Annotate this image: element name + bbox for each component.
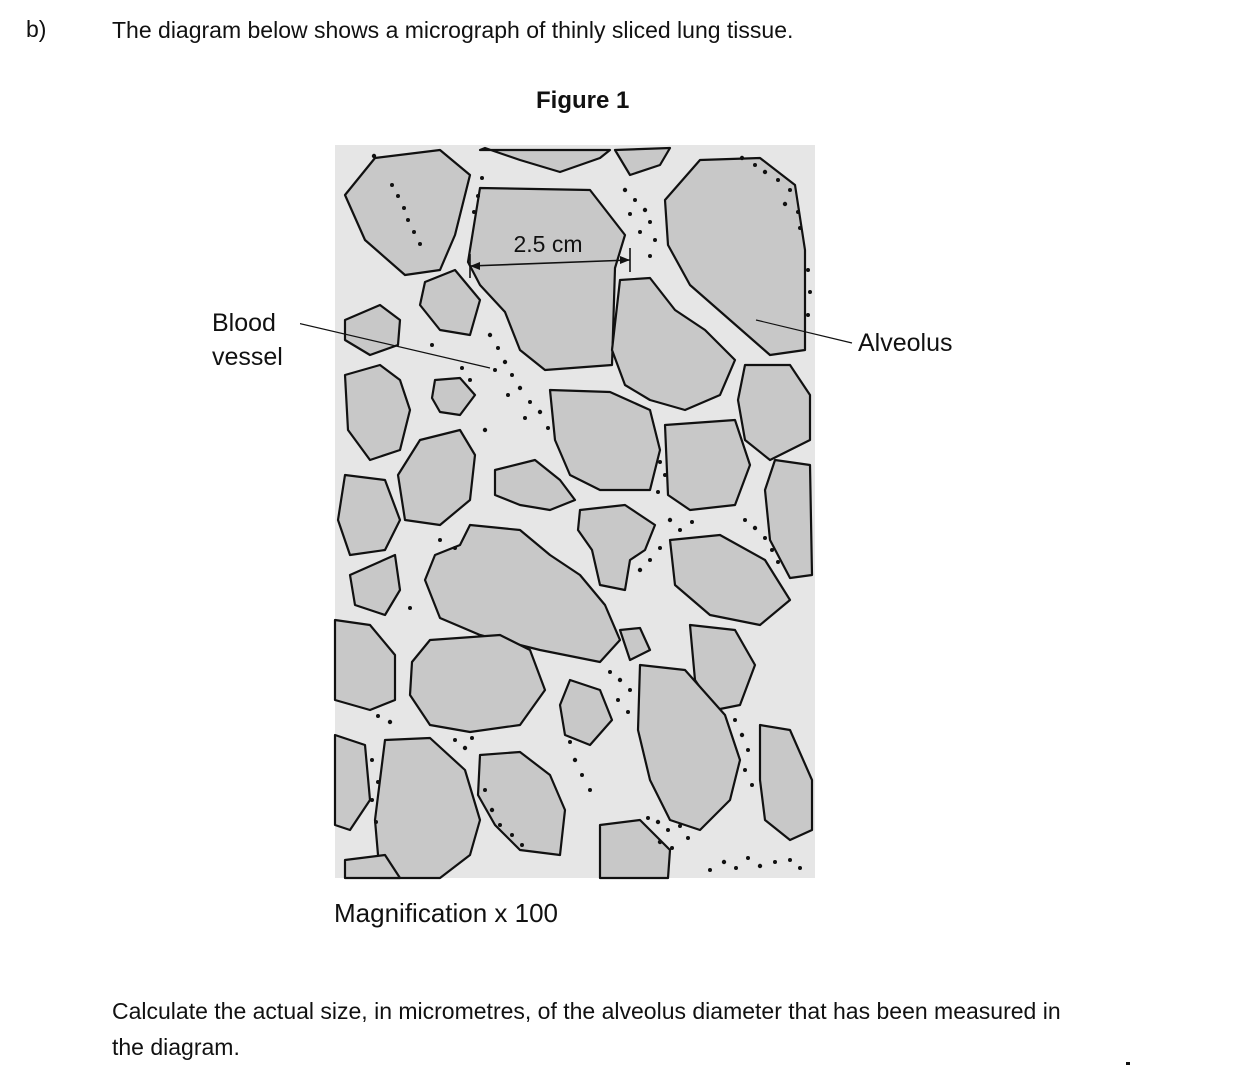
figure-title: Figure 1 [536,87,630,114]
blood-vessel-label-line1: Blood [212,309,276,337]
lung-tissue-micrograph [300,140,860,885]
alveolus-shape [410,635,545,732]
alveolus-shape [665,420,750,510]
blood-vessel-label [212,306,283,374]
measurement-label: 2.5 cm [513,231,583,257]
question-intro: The diagram below shows a micrograph of thinly sliced lung tissue. [112,17,794,43]
magnification-label: Magnification x 100 [334,898,559,928]
alveolus-label: Alveolus [858,329,953,357]
question-body: Calculate the actual size, in micrometres, of the alveolus diameter that has been measured in the diagram. [112,998,1061,1060]
blood-vessel-label-line2: vessel [212,343,283,371]
question-part-label: b) [26,16,47,42]
answer-line-mark [1126,1062,1130,1065]
